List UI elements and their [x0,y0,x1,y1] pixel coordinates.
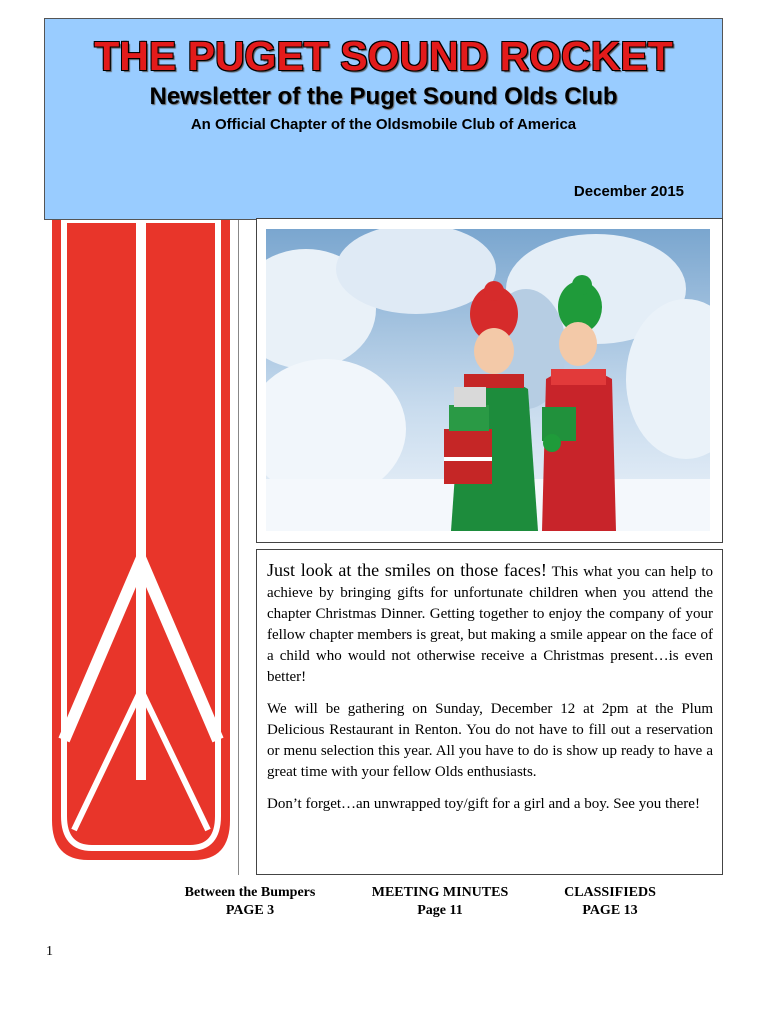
nav-label: CLASSIFIEDS [564,885,656,900]
article-lead: Just look at the smiles on those faces! [267,560,547,580]
article-paragraph-1 [267,560,713,688]
nav-page: Page 11 [417,903,463,918]
article-p1-text: This what you can help to achieve by bringing gifts for unfortunate children when you attend the chapter Christmas Dinner. Getting together to enjoy the company of your fellow chapter members is great, but making a smile appear on the face of a child who would not otherwise receive a Christmas present…is even better! [267,564,713,685]
newsletter-subtitle: Newsletter of the Puget Sound Olds Club [149,83,618,110]
masthead [44,18,723,220]
article-paragraph-2: We will be gathering on Sunday, December 12 at 2pm at the Plum Delicious Restaurant in Renton. You do not have to fill out a reservation or menu selection this year. All you have to do is show up ready to have a great time with your fellow Olds enthusiasts. [267,701,713,780]
nav-classifieds[interactable] [520,884,700,920]
nav-label: MEETING MINUTES [371,885,509,900]
nav-page: PAGE 13 [582,903,638,918]
nav-page: PAGE 3 [225,903,275,918]
article-paragraph-3: Don’t forget…an unwrapped toy/gift for a girl and a boy. See you there! [267,796,700,812]
page-number: 1 [46,944,53,959]
nav-between-the-bumpers[interactable] [160,884,340,920]
nav-label: Between the Bumpers [184,885,316,900]
oldsmobile-rocket-logo-icon [44,220,239,875]
article-box [256,549,723,875]
newsletter-title: THE PUGET SOUND ROCKET [94,33,673,79]
children-in-snow-photo [266,229,710,531]
chapter-line: An Official Chapter of the Oldsmobile Club of America [190,116,577,133]
issue-date: December 2015 [573,183,684,200]
photo-frame [256,218,723,543]
nav-meeting-minutes[interactable] [350,884,530,920]
